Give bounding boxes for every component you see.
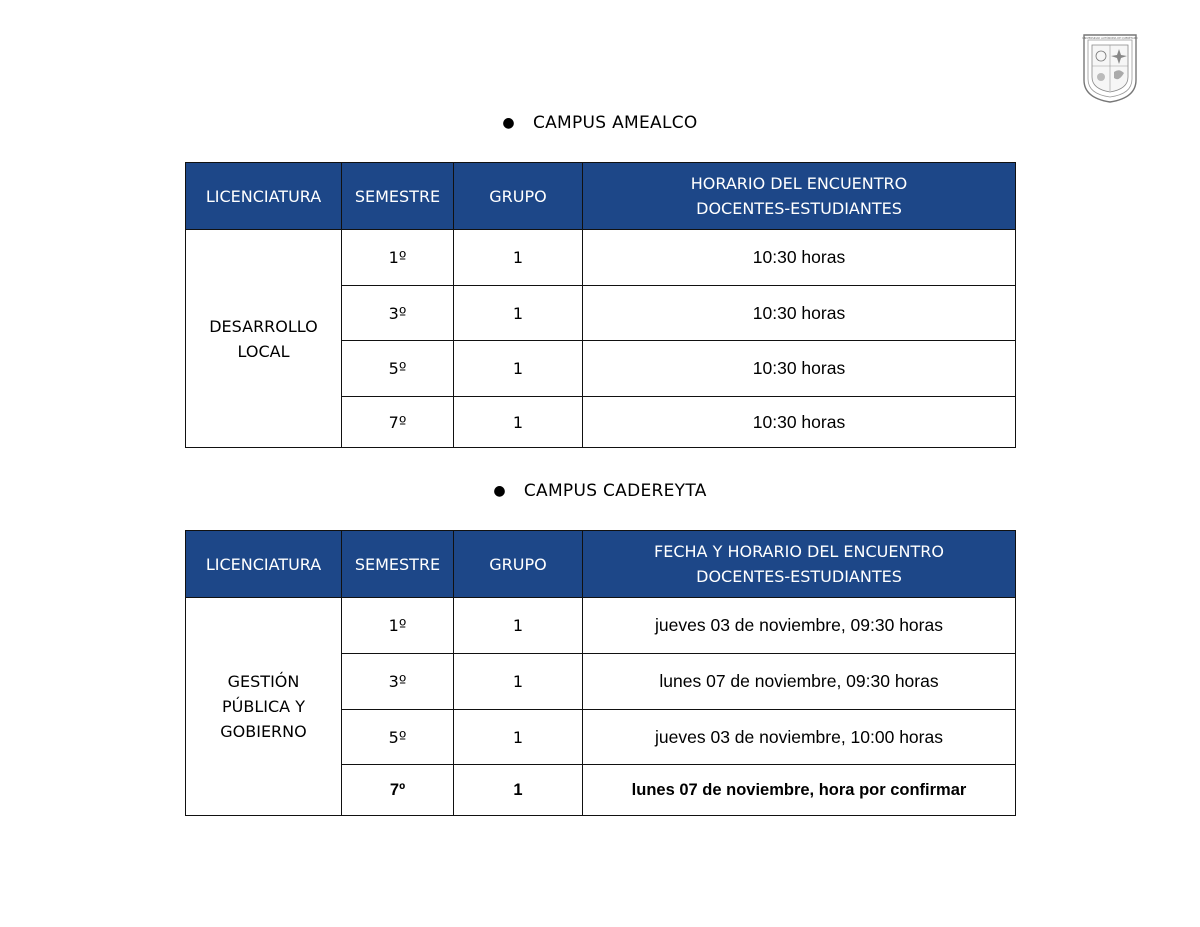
program-line: PÚBLICA Y <box>222 697 305 716</box>
table-row <box>186 230 1016 286</box>
grupo-cell: 1 <box>454 230 583 286</box>
table-row <box>186 598 1016 654</box>
header-licenciatura: LICENCIATURA <box>186 163 342 230</box>
semestre-cell: 5º <box>342 710 454 765</box>
horario-cell: lunes 07 de noviembre, 09:30 horas <box>583 654 1016 710</box>
header-horario-line1: FECHA Y HORARIO DEL ENCUENTRO <box>654 542 944 561</box>
campus-heading-amealco <box>0 113 1200 133</box>
header-horario <box>583 163 1016 230</box>
program-line: DESARROLLO <box>209 316 318 336</box>
program-line: GOBIERNO <box>220 722 307 741</box>
grupo-cell: 1 <box>454 397 583 448</box>
semestre-cell: 1º <box>342 230 454 286</box>
horario-cell: 10:30 horas <box>583 397 1016 448</box>
header-fecha-horario <box>583 531 1016 598</box>
horario-cell: jueves 03 de noviembre, 10:00 horas <box>583 710 1016 765</box>
header-grupo: GRUPO <box>454 163 583 230</box>
semestre-cell: 3º <box>342 654 454 710</box>
table-header-row <box>186 531 1016 598</box>
header-semestre: SEMESTRE <box>342 531 454 598</box>
program-cell <box>186 230 342 448</box>
semestre-cell: 7º <box>342 397 454 448</box>
grupo-cell: 1 <box>454 710 583 765</box>
program-line: GESTIÓN <box>227 672 300 691</box>
horario-cell: lunes 07 de noviembre, hora por confirmar <box>583 765 1016 816</box>
grupo-cell: 1 <box>454 598 583 654</box>
header-grupo: GRUPO <box>454 531 583 598</box>
university-emblem-logo <box>1080 32 1140 104</box>
svg-text:UNIVERSIDAD AUTÓNOMA DE QUERÉT: UNIVERSIDAD AUTÓNOMA DE QUERÉTARO <box>1082 36 1138 40</box>
header-horario-line1: HORARIO DEL ENCUENTRO <box>690 174 908 193</box>
horario-cell: 10:30 horas <box>583 230 1016 286</box>
schedule-table-amealco <box>185 162 1016 448</box>
schedule-table-cadereyta <box>185 530 1016 816</box>
header-horario-line2: DOCENTES-ESTUDIANTES <box>696 199 902 218</box>
grupo-cell: 1 <box>454 341 583 397</box>
campus-heading-cadereyta <box>0 481 1200 501</box>
grupo-cell: 1 <box>454 286 583 341</box>
semestre-cell: 1º <box>342 598 454 654</box>
horario-cell: 10:30 horas <box>583 341 1016 397</box>
grupo-cell: 1 <box>454 765 583 816</box>
table-header-row <box>186 163 1016 230</box>
semestre-cell: 3º <box>342 286 454 341</box>
bullet-icon: ● <box>493 483 506 499</box>
grupo-cell: 1 <box>454 654 583 710</box>
program-cell <box>186 598 342 816</box>
horario-cell: 10:30 horas <box>583 286 1016 341</box>
header-licenciatura: LICENCIATURA <box>186 531 342 598</box>
semestre-cell: 5º <box>342 341 454 397</box>
horario-cell: jueves 03 de noviembre, 09:30 horas <box>583 598 1016 654</box>
header-horario-line2: DOCENTES-ESTUDIANTES <box>696 567 902 586</box>
campus-title: CAMPUS CADEREYTA <box>523 481 707 501</box>
program-line: LOCAL <box>237 341 290 361</box>
semestre-cell: 7º <box>342 765 454 816</box>
bullet-icon: ● <box>502 115 515 131</box>
header-semestre: SEMESTRE <box>342 163 454 230</box>
campus-title: CAMPUS AMEALCO <box>532 113 698 133</box>
